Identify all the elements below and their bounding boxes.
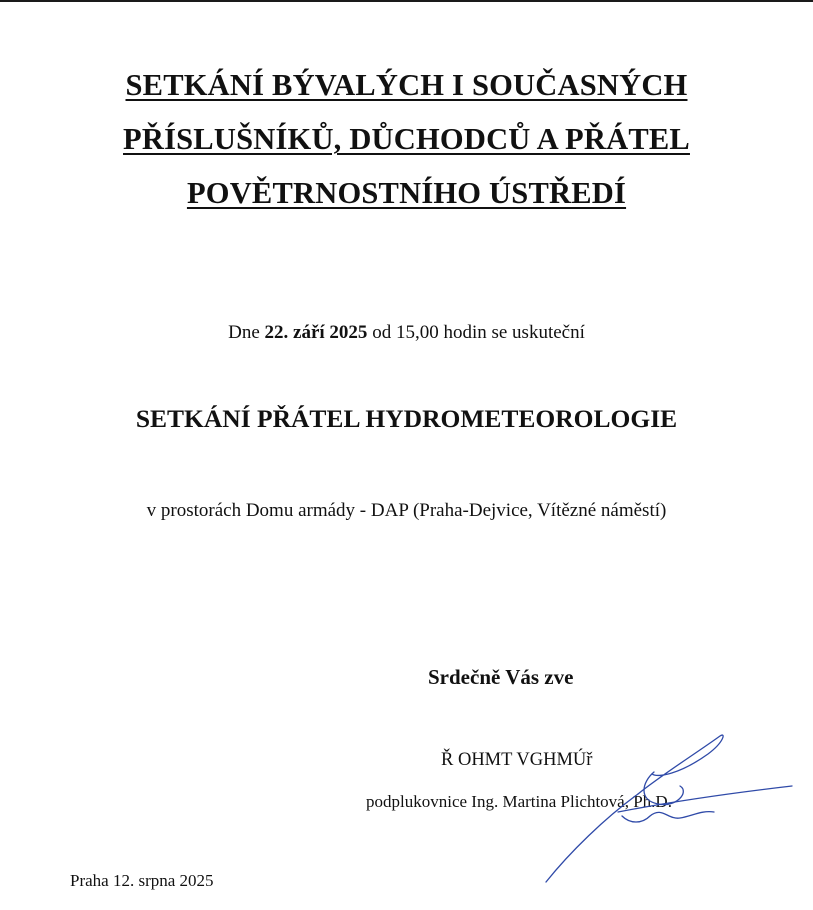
- place-and-date: Praha 12. srpna 2025: [70, 871, 214, 890]
- intro-prefix: Dne: [228, 322, 265, 343]
- invitation-text: Srdečně Vás zve: [428, 665, 574, 689]
- signature-icon: [530, 720, 800, 900]
- title-line-2: PŘÍSLUŠNÍKŮ, DŮCHODCŮ A PŘÁTEL: [123, 122, 690, 156]
- event-intro: [0, 320, 813, 346]
- document-title: [0, 58, 813, 220]
- organization-name: Ř OHMT VGHMÚř: [441, 750, 593, 770]
- intro-suffix: od 15,00 hodin se uskuteční: [367, 322, 585, 343]
- signer-name: podplukovnice Ing. Martina Plichtová, Ph.D.: [366, 792, 672, 811]
- event-venue: v prostorách Domu armády - DAP (Praha-Dejvice, Vítězné náměstí): [146, 500, 667, 521]
- title-line-3: POVĚTRNOSTNÍHO ÚSTŘEDÍ: [186, 176, 627, 210]
- title-line-1: SETKÁNÍ BÝVALÝCH I SOUČASNÝCH: [125, 68, 688, 102]
- top-border-line: [0, 0, 813, 2]
- event-name: SETKÁNÍ PŘÁTEL HYDROMETEOROLOGIE: [135, 404, 678, 433]
- event-date: 22. září 2025: [264, 322, 368, 343]
